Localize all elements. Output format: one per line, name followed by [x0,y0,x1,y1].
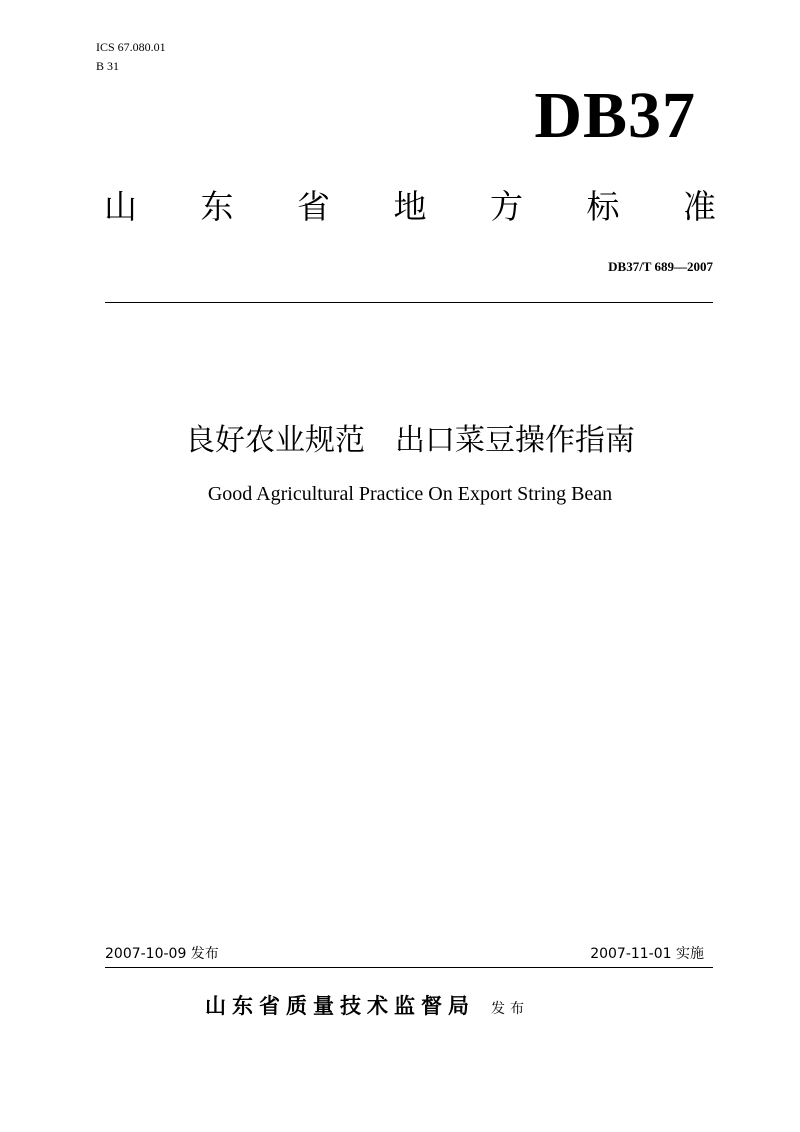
standard-type-char: 东 [200,187,234,226]
class-code: B 31 [96,59,120,73]
implement-date: 2007-11-01 实施 [590,946,704,962]
ics-code: ICS 67.080.01 [96,40,166,54]
standard-prefix: DB37 [534,79,696,152]
standard-type-char: 省 [297,187,330,226]
standard-type-char: 山 [104,187,137,226]
publish-date: 2007-10-09 发布 [105,946,219,962]
document-title-chinese: 良好农业规范 出口菜豆操作指南 [185,423,635,458]
classification-codes [96,38,166,76]
issuer-line [205,990,529,1022]
header-divider [105,302,713,303]
standard-type-char: 标 [586,187,620,226]
document-title-english: Good Agricultural Practice On Export String Bean [207,483,613,505]
standard-type-char: 准 [683,187,716,226]
standard-type-char: 地 [393,187,427,226]
issuer-name: 山东省质量技术监督局 [205,994,475,1018]
footer-divider [105,967,713,968]
standard-type [104,186,716,228]
standard-type-char: 方 [490,187,523,226]
issuer-suffix: 发布 [491,1001,529,1017]
standard-code: DB37/T 689—2007 [608,259,713,274]
